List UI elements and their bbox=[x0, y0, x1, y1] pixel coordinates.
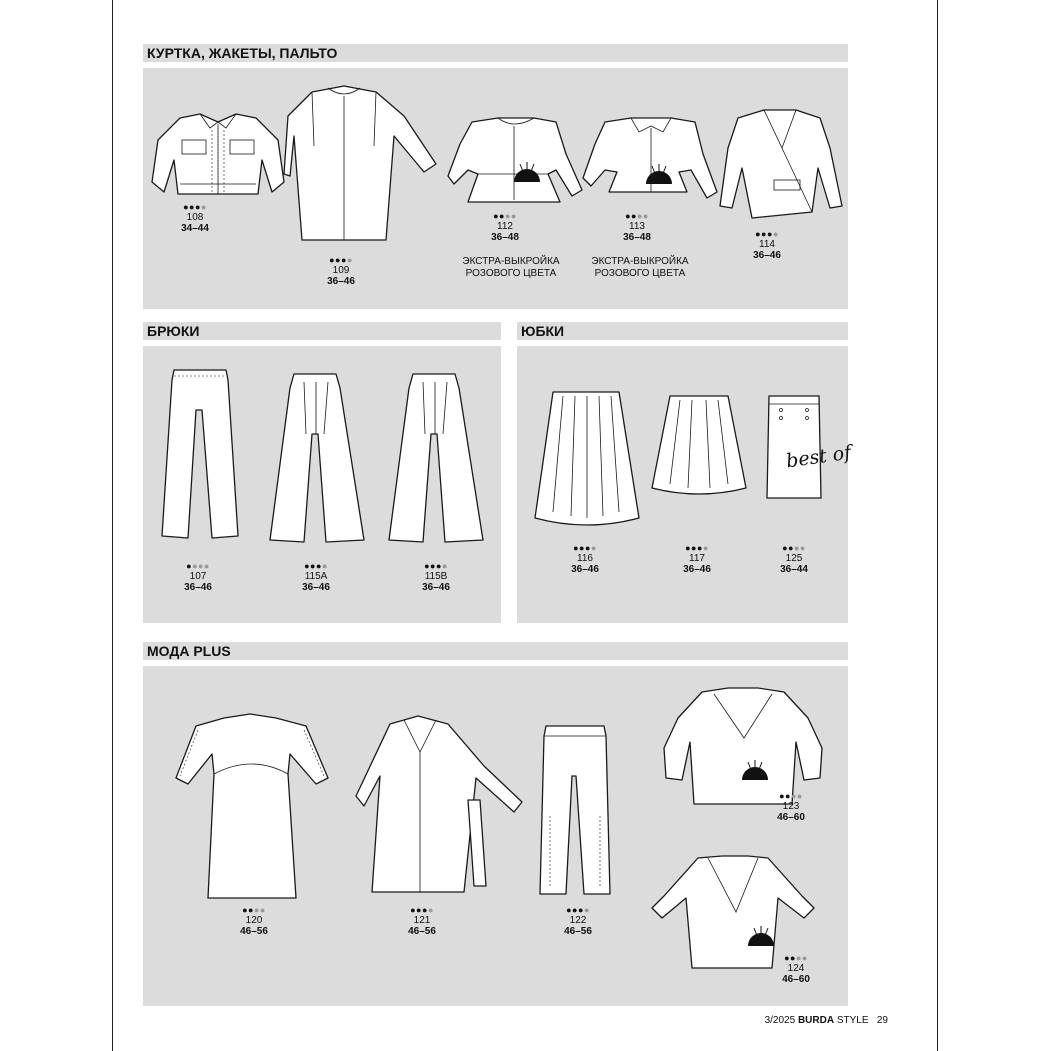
pincushion-icon bbox=[644, 164, 674, 186]
difficulty-dots-icon: ●●●● bbox=[410, 905, 434, 915]
model-sizes: 46–60 bbox=[782, 974, 810, 985]
section-header-jackets: КУРТКА, ЖАКЕТЫ, ПАЛЬТО bbox=[143, 44, 848, 62]
trousers-115b-drawing bbox=[387, 374, 485, 546]
model-107-sketch[interactable] bbox=[160, 370, 240, 542]
difficulty-dots-icon: ●●●● bbox=[625, 211, 649, 221]
model-115a-sketch[interactable] bbox=[268, 374, 366, 546]
difficulty-dots-icon: ●●●● bbox=[779, 791, 803, 801]
jacket-114-drawing bbox=[718, 108, 842, 220]
model-number: 115B bbox=[424, 571, 448, 582]
model-114-info bbox=[727, 230, 807, 261]
footer-issue: 3/2025 bbox=[764, 1015, 796, 1026]
model-123-sketch[interactable] bbox=[664, 688, 822, 804]
jacket-112-drawing bbox=[448, 114, 584, 204]
model-number: 115A bbox=[304, 571, 328, 582]
jacket-108-drawing bbox=[150, 110, 286, 200]
model-sizes: 46–56 bbox=[408, 926, 436, 937]
model-number: 121 bbox=[413, 915, 431, 926]
model-108-info bbox=[155, 203, 235, 234]
model-sizes: 36–46 bbox=[184, 582, 212, 593]
model-number: 122 bbox=[569, 915, 587, 926]
model-sizes: 46–56 bbox=[564, 926, 592, 937]
model-number: 125 bbox=[785, 553, 803, 564]
pincushion-icon bbox=[746, 926, 776, 948]
model-113-extra-note: ЭКСТРА-ВЫКРОЙКА РОЗОВОГО ЦВЕТА bbox=[591, 256, 689, 279]
model-sizes: 36–46 bbox=[683, 564, 711, 575]
difficulty-dots-icon: ●●●● bbox=[183, 202, 207, 212]
model-sizes: 36–44 bbox=[780, 564, 808, 575]
model-113-info bbox=[597, 212, 677, 243]
model-number: 112 bbox=[497, 221, 513, 232]
model-120-sketch[interactable] bbox=[168, 714, 336, 900]
model-122-info bbox=[538, 906, 618, 937]
model-sizes: 36–48 bbox=[623, 232, 651, 243]
model-120-info bbox=[214, 906, 294, 937]
top-123-drawing bbox=[664, 688, 822, 804]
model-113-sketch[interactable] bbox=[583, 114, 719, 204]
model-115a-info bbox=[276, 562, 356, 593]
difficulty-dots-icon: ●●●● bbox=[566, 905, 590, 915]
model-116-sketch[interactable] bbox=[533, 392, 639, 528]
model-115b-sketch[interactable] bbox=[387, 374, 485, 546]
difficulty-dots-icon: ●●●● bbox=[329, 255, 353, 265]
model-123-info bbox=[751, 792, 831, 823]
model-107-info bbox=[158, 562, 238, 593]
model-124-sketch[interactable] bbox=[652, 856, 814, 968]
section-header-plus: МОДА PLUS bbox=[143, 642, 848, 660]
difficulty-dots-icon: ●●●● bbox=[573, 543, 597, 553]
skirt-116-drawing bbox=[533, 392, 639, 528]
page-right-edge bbox=[937, 0, 938, 1051]
model-number: 109 bbox=[332, 265, 350, 276]
best-of-badge: best of bbox=[784, 441, 853, 473]
footer-brand-suffix: STYLE bbox=[836, 1015, 869, 1026]
difficulty-dots-icon: ●●●● bbox=[782, 543, 806, 553]
model-109-sketch[interactable] bbox=[284, 86, 438, 242]
difficulty-dots-icon: ●●●● bbox=[304, 561, 328, 571]
skirt-117-drawing bbox=[652, 396, 746, 498]
model-112-extra-note: ЭКСТРА-ВЫКРОЙКА РОЗОВОГО ЦВЕТА bbox=[462, 256, 560, 279]
trousers-115a-drawing bbox=[268, 374, 366, 546]
model-sizes: 36–46 bbox=[327, 276, 355, 287]
difficulty-dots-icon: ●●●● bbox=[186, 561, 210, 571]
model-117-info bbox=[657, 544, 737, 575]
difficulty-dots-icon: ●●●● bbox=[493, 211, 517, 221]
pincushion-icon bbox=[512, 162, 542, 184]
model-121-info bbox=[382, 906, 462, 937]
jacket-113-drawing bbox=[583, 114, 719, 204]
footer-brand: BURDA bbox=[797, 1015, 835, 1026]
model-122-sketch[interactable] bbox=[540, 726, 610, 896]
model-sizes: 46–56 bbox=[240, 926, 268, 937]
model-sizes: 36–46 bbox=[571, 564, 599, 575]
model-number: 123 bbox=[782, 801, 800, 812]
model-125-info bbox=[754, 544, 834, 575]
model-109-info bbox=[301, 256, 381, 287]
model-number: 120 bbox=[245, 915, 263, 926]
model-number: 117 bbox=[689, 553, 705, 564]
model-117-sketch[interactable] bbox=[652, 396, 746, 498]
model-sizes: 36–46 bbox=[422, 582, 450, 593]
section-header-skirts: ЮБКИ bbox=[517, 322, 848, 340]
top-124-drawing bbox=[652, 856, 814, 968]
footer-page-number: 29 bbox=[876, 1015, 888, 1026]
difficulty-dots-icon: ●●●● bbox=[242, 905, 266, 915]
model-number: 124 bbox=[787, 963, 805, 974]
trousers-107-drawing bbox=[160, 370, 240, 542]
coat-109-drawing bbox=[284, 86, 438, 242]
difficulty-dots-icon: ●●●● bbox=[424, 561, 448, 571]
model-124-info bbox=[756, 954, 836, 985]
model-112-sketch[interactable] bbox=[448, 114, 584, 204]
model-sizes: 36–46 bbox=[302, 582, 330, 593]
model-114-sketch[interactable] bbox=[718, 108, 842, 220]
model-115b-info bbox=[396, 562, 476, 593]
dress-120-drawing bbox=[168, 714, 336, 900]
model-121-sketch[interactable] bbox=[356, 716, 524, 896]
model-number: 108 bbox=[186, 212, 204, 223]
model-number: 116 bbox=[577, 553, 593, 564]
coat-121-drawing bbox=[356, 716, 524, 896]
model-116-info bbox=[545, 544, 625, 575]
pincushion-icon bbox=[740, 760, 770, 782]
model-sizes: 34–44 bbox=[181, 223, 209, 234]
difficulty-dots-icon: ●●●● bbox=[755, 229, 779, 239]
model-number: 114 bbox=[759, 239, 775, 250]
model-sizes: 46–60 bbox=[777, 812, 805, 823]
page-left-edge bbox=[112, 0, 113, 1051]
difficulty-dots-icon: ●●●● bbox=[784, 953, 808, 963]
model-sizes: 36–46 bbox=[753, 250, 781, 261]
difficulty-dots-icon: ●●●● bbox=[685, 543, 709, 553]
model-sizes: 36–48 bbox=[491, 232, 519, 243]
section-header-trousers: БРЮКИ bbox=[143, 322, 501, 340]
model-number: 107 bbox=[189, 571, 207, 582]
jeans-122-drawing bbox=[540, 726, 610, 896]
model-number: 113 bbox=[629, 221, 645, 232]
model-108-sketch[interactable] bbox=[150, 110, 286, 200]
model-112-info bbox=[465, 212, 545, 243]
page-footer bbox=[765, 1015, 888, 1026]
